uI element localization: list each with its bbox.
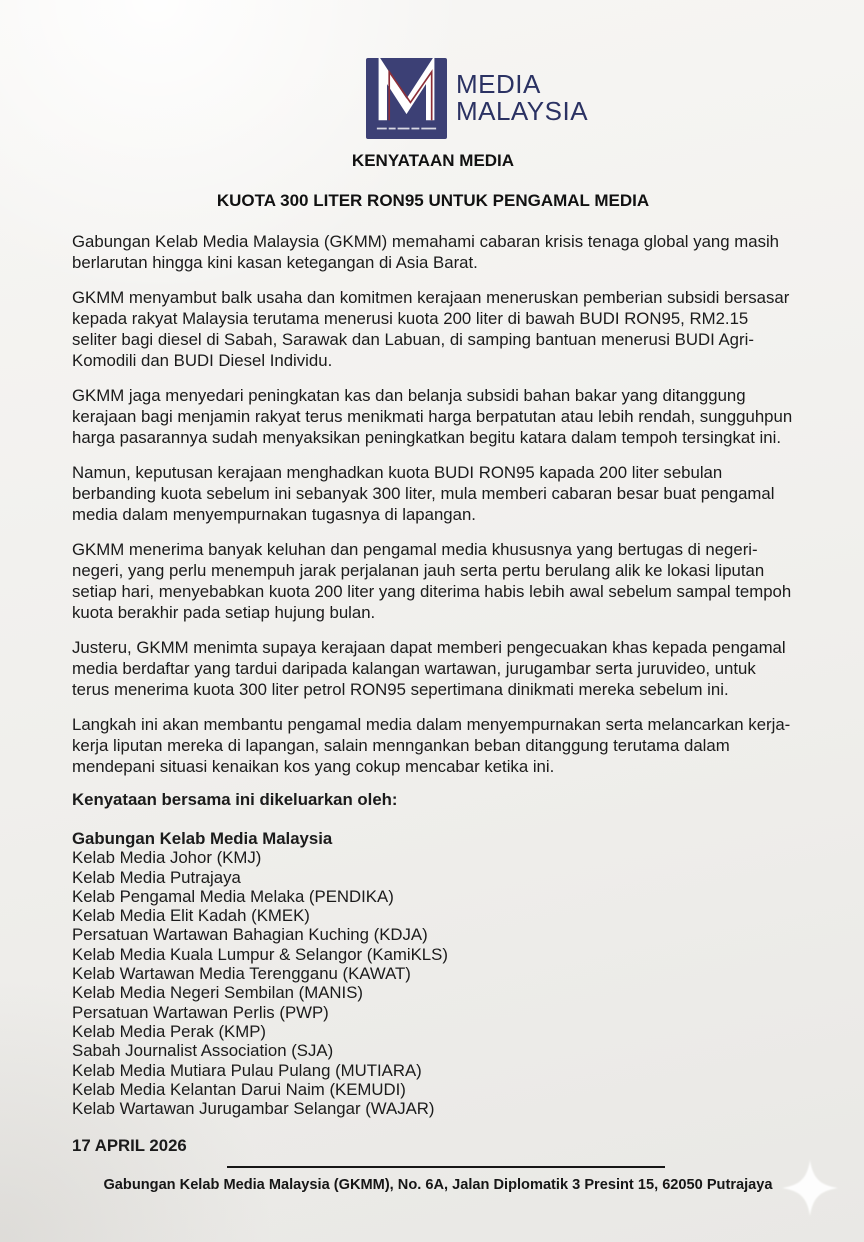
document-title: KUOTA 300 LITER RON95 UNTUK PENGAMAL MEDIA <box>216 191 650 210</box>
member-club-item: Kelab Media Kuala Lumpur & Selangor (KamiKLS) <box>72 944 448 964</box>
member-club-item: Sabah Journalist Association (SJA) <box>72 1041 334 1061</box>
body-paragraph: GKMM menerima banyak keluhan dan pengamal media khususnya yang bertugas di negeri-negeri, yang perlu menempuh jarak perjalanan jauh serta pertu berulang alik ke lokasi liputan setiap hari, menyebabkan kuota 200 liter yang diterima habis lebih awal sebelum sampal tempoh kuota berakhir pada setiap hujung bulan. <box>72 540 792 622</box>
logo-tagline-illegible <box>377 127 436 129</box>
document-kicker: KENYATAAN MEDIA <box>351 151 515 170</box>
issued-by-heading: Kenyataan bersama ini dikeluarkan oleh: <box>72 790 398 809</box>
logo-wordmark <box>456 71 588 125</box>
sparkle-watermark-icon <box>782 1160 838 1216</box>
member-club-item: Kelab Media Johor (KMJ) <box>72 848 262 868</box>
body-paragraph: Namun, keputusan kerajaan menghadkan kuota BUDI RON95 kapada 200 liter sebulan berbanding kuota sebelum ini sebanyak 300 liter, mula memberi cabaran besar buat pengamal media dalam menyempurnakan tugasnya di lapangan. <box>72 463 775 524</box>
member-club-list <box>72 848 794 1118</box>
footer-divider <box>227 1166 665 1168</box>
body-paragraph: Gabungan Kelab Media Malaysia (GKMM) memahami cabaran krisis tenaga global yang masih berlarutan hingga kini kasan ketegangan di Asia Barat. <box>72 232 780 272</box>
member-club-item: Persatuan Wartawan Bahagian Kuching (KDJA) <box>72 925 428 945</box>
member-club-item: Kelab Wartawan Media Terengganu (KAWAT) <box>72 964 411 984</box>
footer <box>0 1166 864 1193</box>
logo-wordmark-line1: MEDIA <box>455 69 541 99</box>
member-club-item: Kelab Wartawan Jurugambar Selangar (WAJAR) <box>72 1099 435 1119</box>
member-club-item: Kelab Media Negeri Sembilan (MANIS) <box>72 983 363 1003</box>
footer-address: Gabungan Kelab Media Malaysia (GKMM), No. 6A, Jalan Diplomatik 3 Presint 15, 62050 Putrajaya <box>103 1177 773 1193</box>
logo-wordmark-line2: MALAYSIA <box>455 96 589 126</box>
body-paragraph: GKMM menyambut balk usaha dan komitmen kerajaan meneruskan pemberian subsidi bersasar kepada rakyat Malaysia terutama menerusi kuota 200 liter di bawah BUDI RON95, RM2.15 seliter bagi diesel di Sabah, Sarawak dan Labuan, di samping bantuan menerusi BUDI Agri-Komodili dan BUDI Diesel Individu. <box>72 288 790 370</box>
media-malaysia-logo-icon <box>366 58 447 139</box>
document-date: 17 APRIL 2026 <box>72 1136 187 1156</box>
logo-square-background <box>366 58 447 139</box>
logo <box>116 57 838 139</box>
issuer-block <box>72 829 794 1118</box>
member-club-item: Kelab Media Putrajaya <box>72 867 241 887</box>
body-paragraph: Langkah ini akan membantu pengamal media dalam menyempurnakan serta melancarkan kerja-kerja liputan mereka di lapangan, salain menngankan beban ditanggung terutama dalam mendepani situasi kenaikan kos yang cokup mencabar ketika ini. <box>72 715 791 776</box>
member-club-item: Kelab Media Perak (KMP) <box>72 1021 266 1041</box>
member-club-item: Kelab Media Elit Kadah (KMEK) <box>72 906 310 926</box>
body-paragraphs <box>72 231 794 777</box>
issuer-organization: Gabungan Kelab Media Malaysia <box>72 829 333 848</box>
member-club-item: Kelab Pengamal Media Melaka (PENDIKA) <box>72 886 394 906</box>
member-club-item: Persatuan Wartawan Perlis (PWP) <box>72 1002 329 1022</box>
body-paragraph: GKMM jaga menyedari peningkatan kas dan belanja subsidi bahan bakar yang ditanggung kerajaan bagi menjamin rakyat terus menikmati harga berpatutan atau lebih rendah, sungguhpun harga pasarannya sudah menyaksikan peningkatkan begitu katara dalam tempoh tersingkat ini. <box>72 386 793 447</box>
body-paragraph: Justeru, GKMM menimta supaya kerajaan dapat memberi pengecuakan khas kepada pengamal media berdaftar yang tardui daripada kalangan wartawan, jurugambar serta juruvideo, untuk terus menerima kuota 300 liter petrol RON95 sepertimana dinikmati mereka sebelum ini. <box>72 638 786 699</box>
member-club-item: Kelab Media Mutiara Pulau Pulang (MUTIARA) <box>72 1060 422 1080</box>
member-club-item: Kelab Media Kelantan Darui Naim (KEMUDI) <box>72 1079 406 1099</box>
